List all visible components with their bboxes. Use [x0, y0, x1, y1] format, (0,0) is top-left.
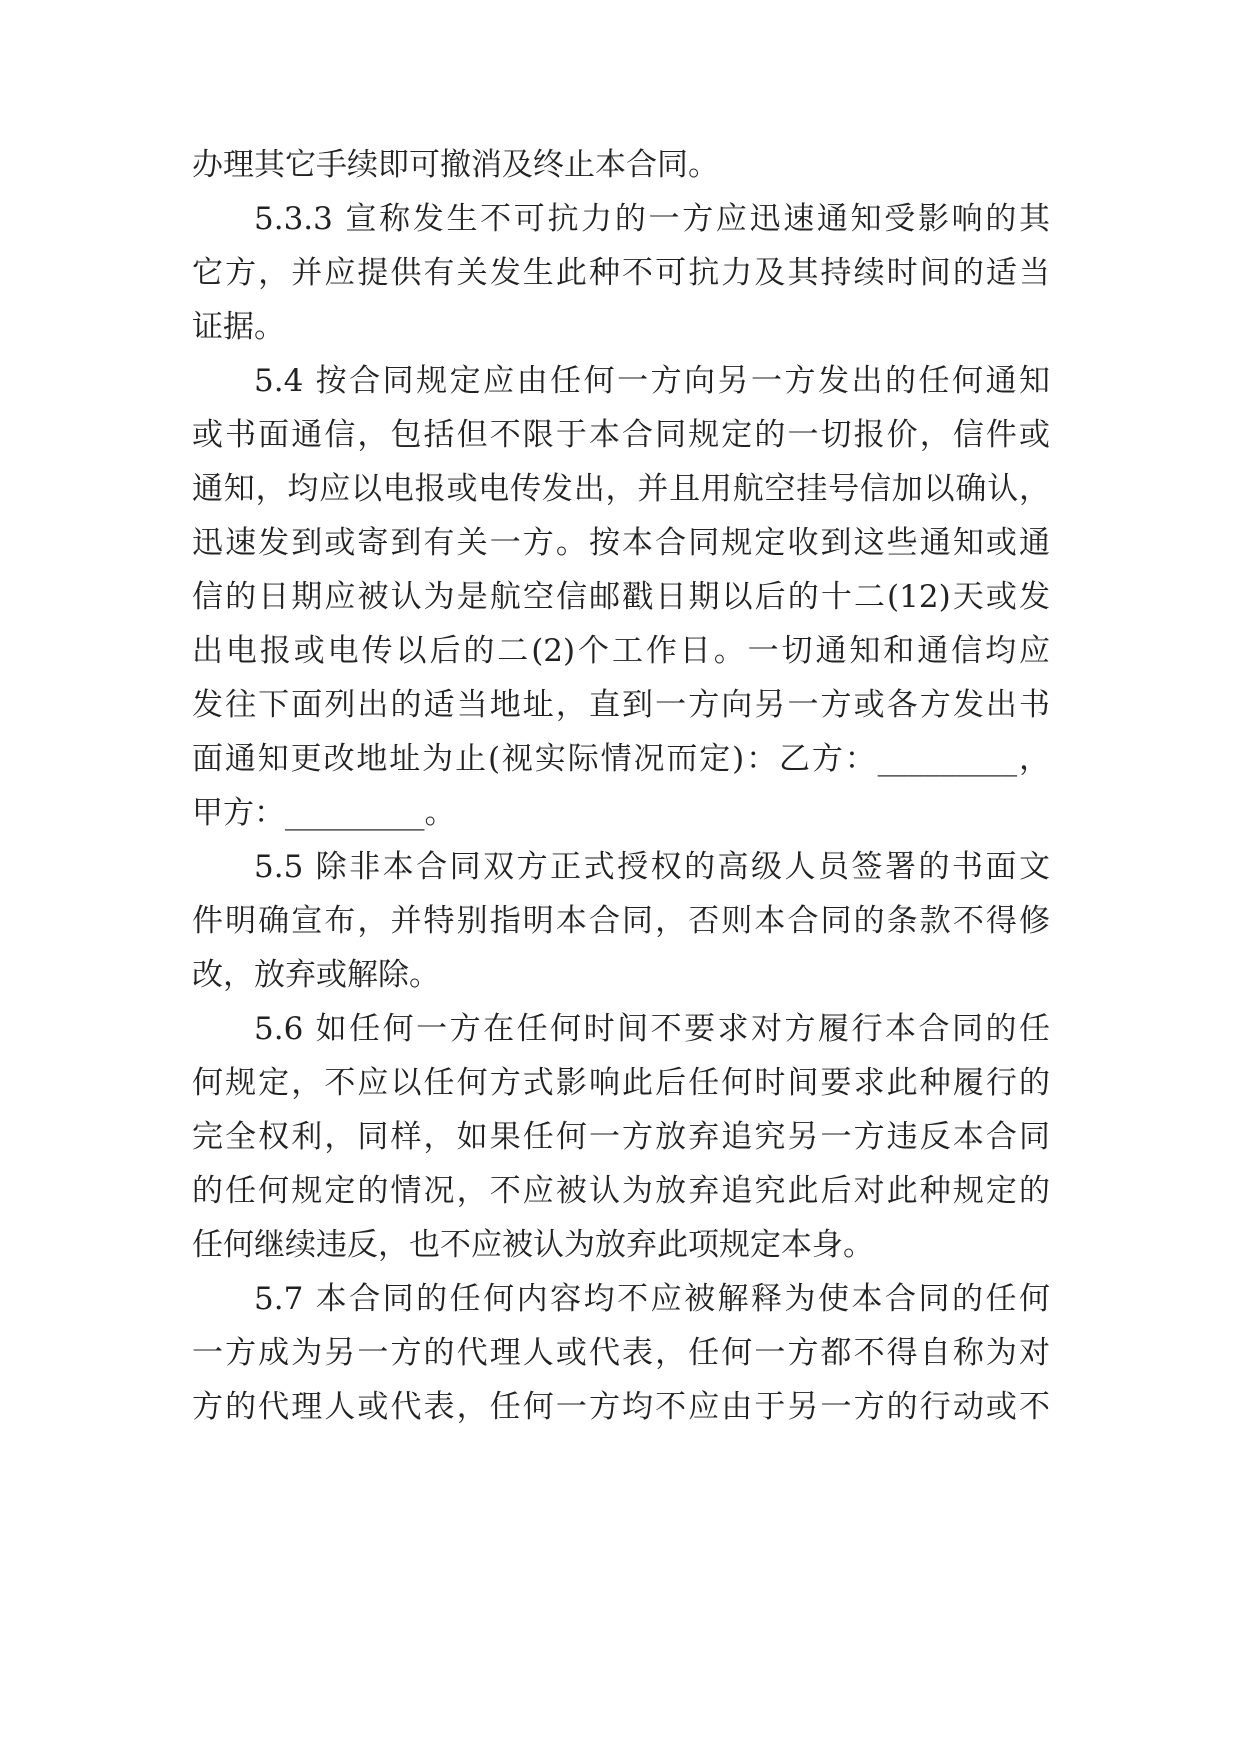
text-line: 信的日期应被认为是航空信邮戳日期以后的十二(12)天或发: [192, 579, 1050, 615]
text-line: 何规定，不应以任何方式影响此后任何时间要求此种履行的: [192, 1065, 1050, 1101]
text-line: 面通知更改地址为止(视实际情况而定)：乙方：_________，: [192, 741, 1050, 777]
text-line: 发往下面列出的适当地址，直到一方向另一方或各方发出书: [192, 687, 1050, 723]
text-line: 出电报或电传以后的二(2)个工作日。一切通知和通信均应: [192, 633, 1050, 669]
text-line: 件明确宣布，并特别指明本合同，否则本合同的条款不得修: [192, 903, 1050, 939]
text-line: 完全权利，同样，如果任何一方放弃追究另一方违反本合同: [192, 1119, 1050, 1155]
text-line: 迅速发到或寄到有关一方。按本合同规定收到这些通知或通: [192, 525, 1050, 561]
clause-5-4-heading-line: 5.4 按合同规定应由任何一方向另一方发出的任何通知: [254, 363, 1050, 399]
text-line: 办理其它手续即可撤消及终止本合同。: [192, 147, 719, 183]
clause-5-3-3-heading-line: 5.3.3 宣称发生不可抗力的一方应迅速通知受影响的其: [254, 201, 1050, 237]
text-line: 任何继续违反，也不应被认为放弃此项规定本身。: [192, 1227, 874, 1263]
clause-5-6-heading-line: 5.6 如任何一方在任何时间不要求对方履行本合同的任: [254, 1011, 1050, 1047]
text-line: 方的代理人或代表，任何一方均不应由于另一方的行动或不: [192, 1389, 1050, 1425]
text-line: 的任何规定的情况，不应被认为放弃追究此后对此种规定的: [192, 1173, 1050, 1209]
clause-5-5-heading-line: 5.5 除非本合同双方正式授权的高级人员签署的书面文: [254, 849, 1050, 885]
text-line: 证据。: [192, 309, 285, 345]
text-line: 或书面通信，包括但不限于本合同规定的一切报价，信件或: [192, 417, 1050, 453]
clause-5-7-heading-line: 5.7 本合同的任何内容均不应被解释为使本合同的任何: [254, 1281, 1050, 1317]
text-line: 通知，均应以电报或电传发出，并且用航空挂号信加以确认，: [192, 471, 1050, 507]
text-line: 改，放弃或解除。: [192, 957, 440, 993]
text-line: 它方，并应提供有关发生此种不可抗力及其持续时间的适当: [192, 255, 1050, 291]
text-line: 一方成为另一方的代理人或代表，任何一方都不得自称为对: [192, 1335, 1050, 1371]
text-line: 甲方：_________。: [192, 795, 456, 831]
